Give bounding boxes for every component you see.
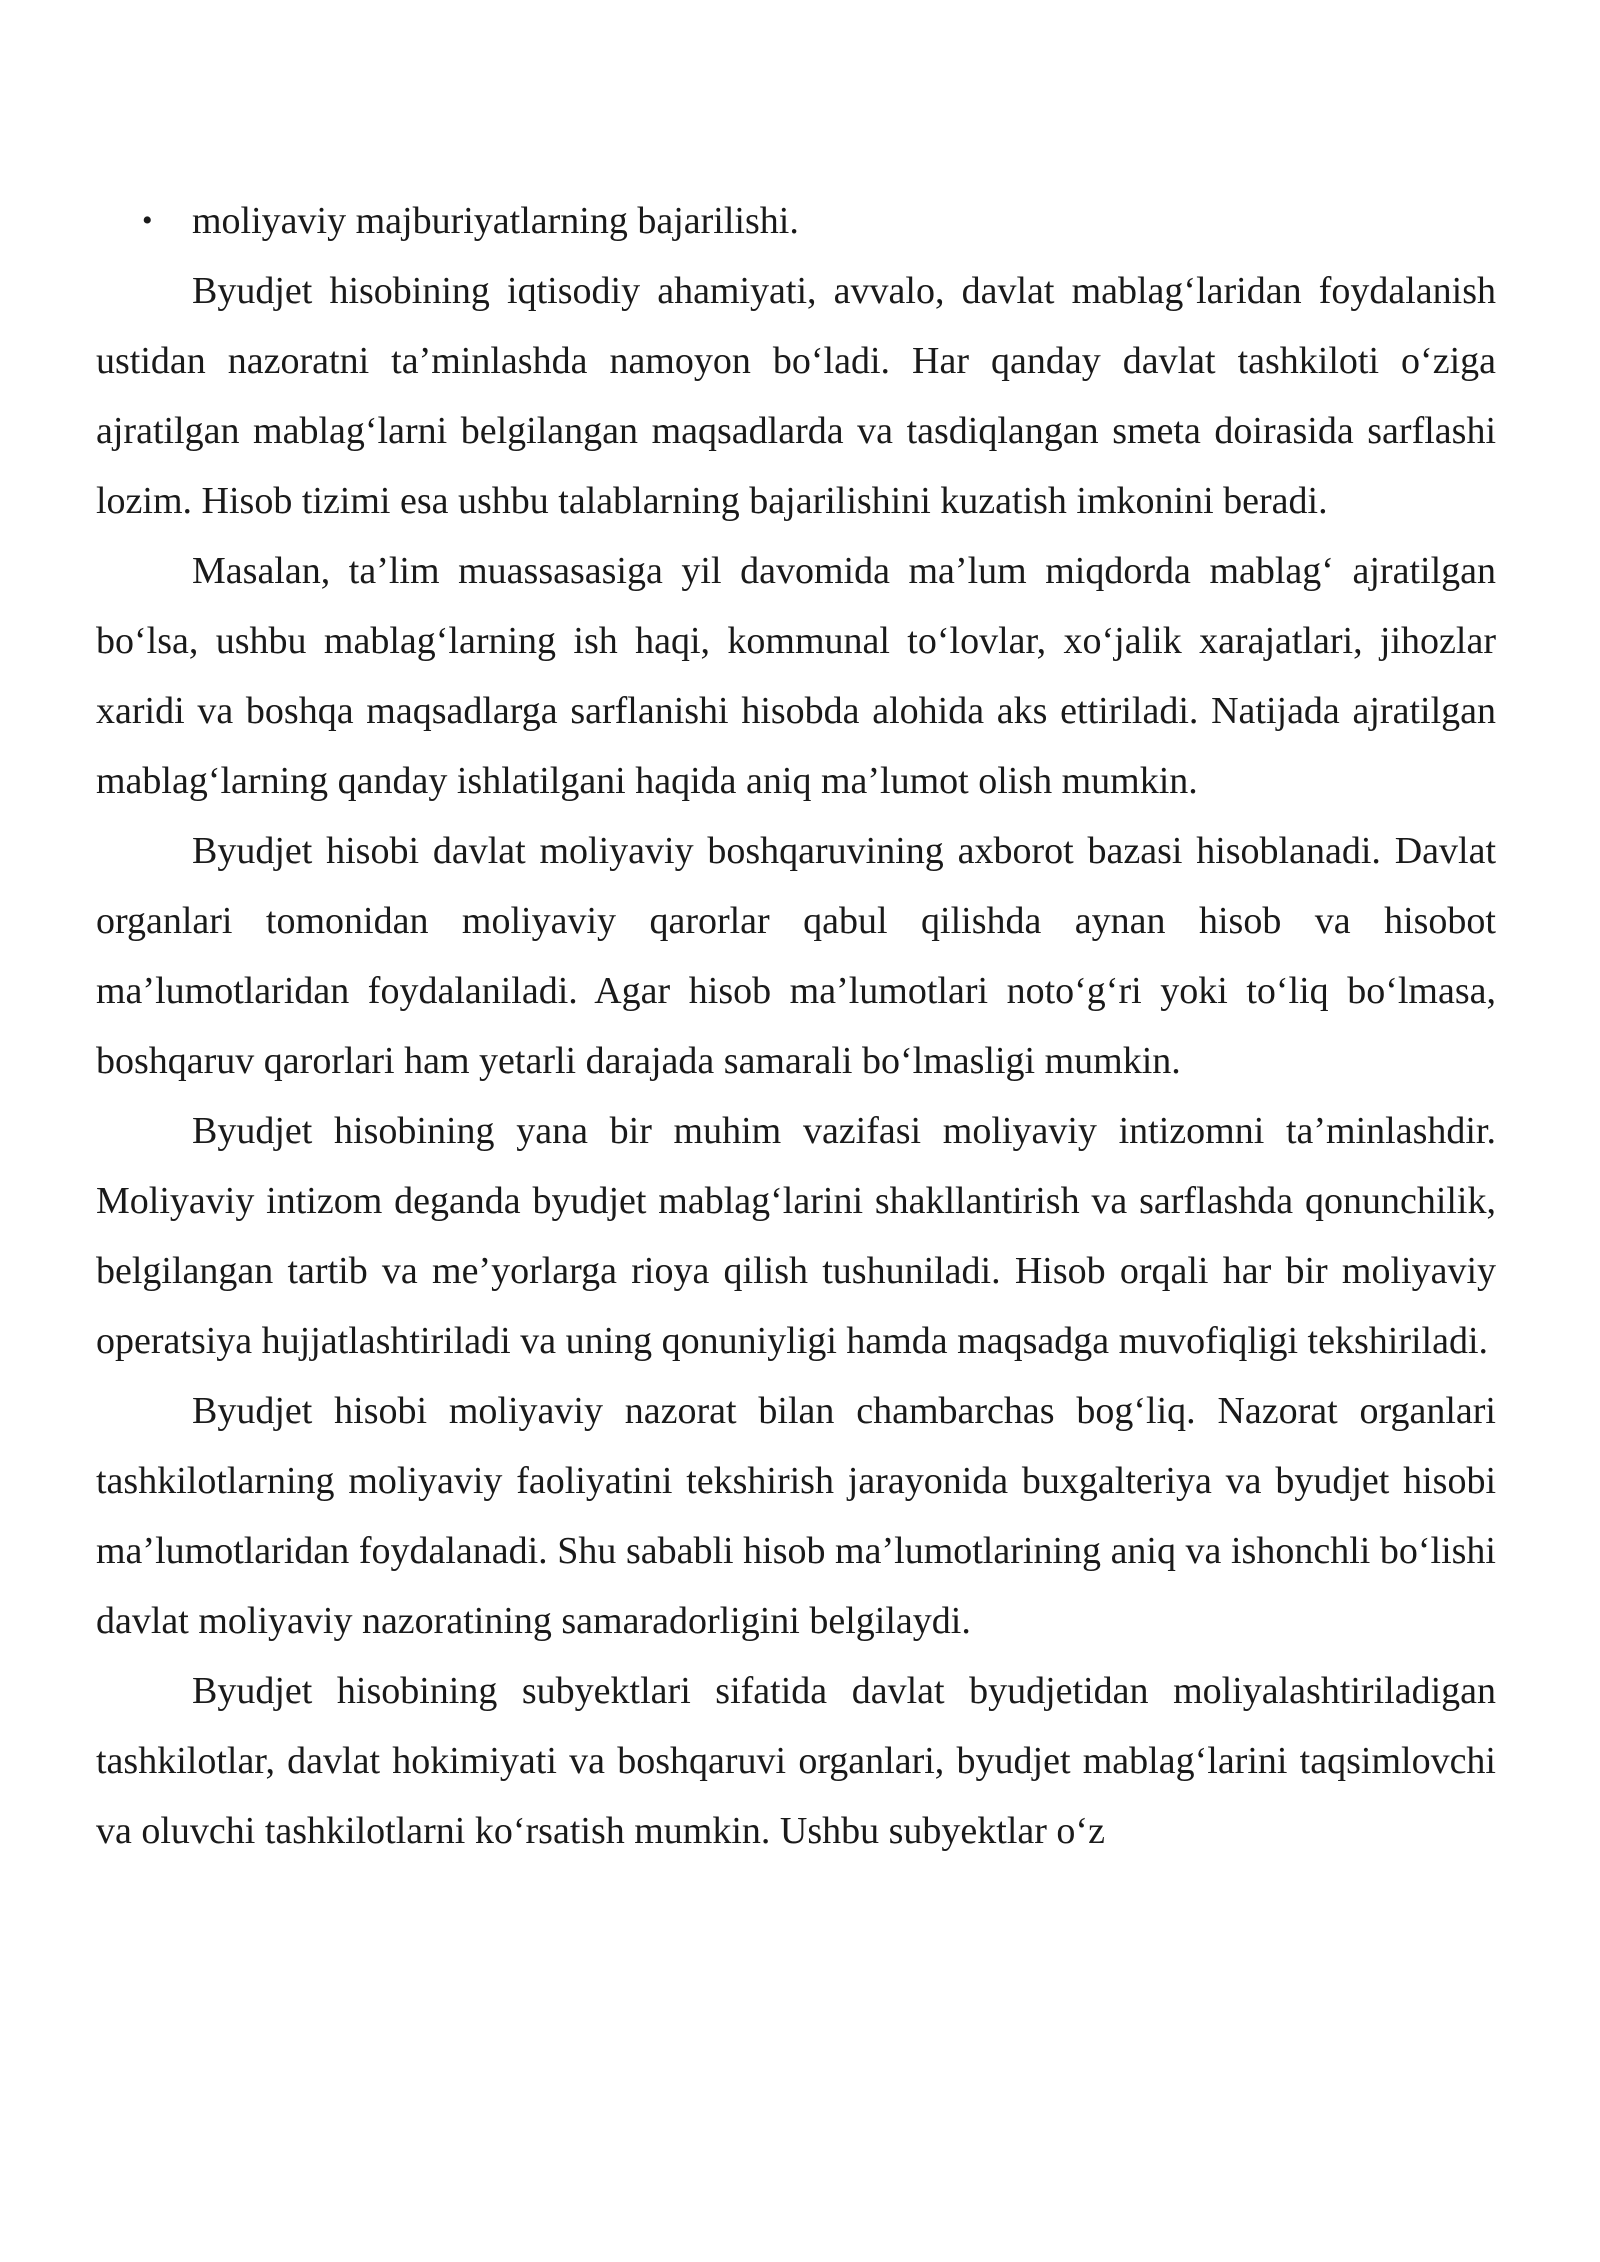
paragraph-6: Byudjet hisobining subyektlari sifatida davlat byudjetidan moliyalashtiriladigan tashkilotlar, davlat hokimiyati va boshqaruvi organlari, byudjet mablag‘larini taqsimlovchi va oluvchi tashkilotlarni ko‘rsatish mumkin. Ushbu subyektlar o‘z bbox=[96, 1670, 1496, 1852]
bullet-icon: • bbox=[142, 204, 153, 237]
paragraph-4: Byudjet hisobining yana bir muhim vazifasi moliyaviy intizomni ta’minlashdir. Moliyaviy intizom deganda byudjet mablag‘larini shakllantirish va sarflashda qonunchilik, belgilangan tartib va me’yorlarga rioya qilish tushuniladi. Hisob orqali har bir moliyaviy operatsiya hujjatlashtiriladi va uning qonuniyligi hamda maqsadga muvofiqligi tekshiriladi. bbox=[96, 1110, 1496, 1362]
bullet-text: moliyaviy majburiyatlarning bajarilishi. bbox=[192, 200, 799, 242]
bullet-item bbox=[96, 186, 1496, 256]
paragraph-3: Byudjet hisobi davlat moliyaviy boshqaruvining axborot bazasi hisoblanadi. Davlat organlari tomonidan moliyaviy qarorlar qabul qilishda aynan hisob va hisobot ma’lumotlaridan foydalaniladi. Agar hisob ma’lumotlari noto‘g‘ri yoki to‘liq bo‘lmasa, boshqaruv qarorlari ham yetarli darajada samarali bo‘lmasligi mumkin. bbox=[96, 830, 1496, 1082]
paragraph-2: Masalan, ta’lim muassasasiga yil davomida ma’lum miqdorda mablag‘ ajratilgan bo‘lsa, ushbu mablag‘larning ish haqi, kommunal to‘lovlar, xo‘jalik xarajatlari, jihozlar xaridi va boshqa maqsadlarga sarflanishi hisobda alohida aks ettiriladi. Natijada ajratilgan mablag‘larning qanday ishlatilgani haqida aniq ma’lumot olish mumkin. bbox=[96, 550, 1496, 802]
paragraph-5: Byudjet hisobi moliyaviy nazorat bilan chambarchas bog‘liq. Nazorat organlari tashkilotlarning moliyaviy faoliyatini tekshirish jarayonida buxgalteriya va byudjet hisobi ma’lumotlaridan foydalanadi. Shu sababli hisob ma’lumotlarining aniq va ishonchli bo‘lishi davlat moliyaviy nazoratining samaradorligini belgilaydi. bbox=[96, 1390, 1496, 1642]
paragraph-1: Byudjet hisobining iqtisodiy ahamiyati, avvalo, davlat mablag‘laridan foydalanish ustidan nazoratni ta’minlashda namoyon bo‘ladi. Har qanday davlat tashkiloti o‘ziga ajratilgan mablag‘larni belgilangan maqsadlarda va tasdiqlangan smeta doirasida sarflashi lozim. Hisob tizimi esa ushbu talablarning bajarilishini kuzatish imkonini beradi. bbox=[96, 270, 1496, 522]
document-page bbox=[96, 186, 1496, 1866]
